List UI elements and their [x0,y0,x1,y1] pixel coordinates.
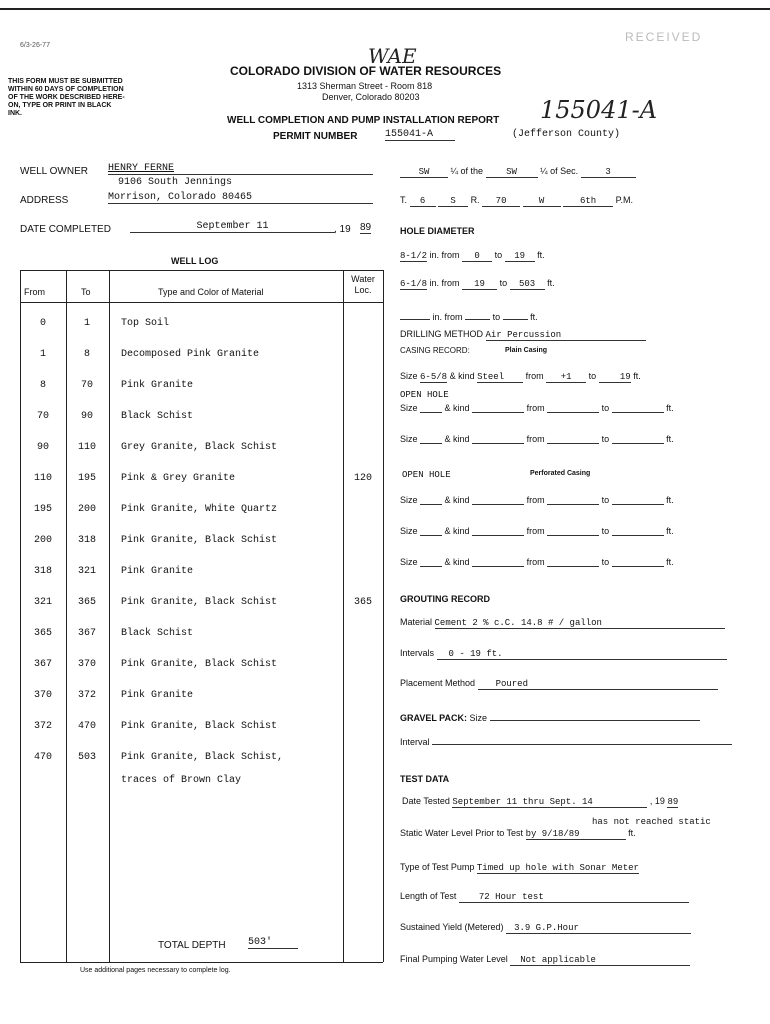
ft-text: ft. [530,312,538,322]
submit-note-line: INK. [8,110,22,117]
log-material: Pink Granite [121,380,194,391]
from-label: from [526,557,545,567]
material-label: Material [400,617,433,627]
to-label: to [601,526,610,536]
gravel-size [490,720,700,721]
log-from: 470 [33,752,52,763]
static-level: by 9/18/89 [526,829,626,840]
year-prefix: , 19 [649,796,665,806]
date-tested-row [402,796,678,808]
open-hole-note-2: OPEN HOLE [402,470,451,480]
ft-text: ft. [628,828,636,838]
pm-label: P.M. [615,195,633,205]
range: 70 [482,196,520,207]
test-pump: Timed up hole with Sonar Meter [476,863,639,873]
log-material: Pink Granite [121,566,194,577]
placement-row [400,678,718,690]
log-from: 110 [33,473,52,484]
hole-d1-from: 0 [462,251,492,262]
grouting-intervals-row [400,648,727,660]
meridian: 6th [563,196,613,207]
log-to: 318 [77,535,96,546]
blank-field [420,402,442,413]
ft-text: ft. [547,278,555,288]
log-to: 367 [77,628,96,639]
agency-address-2: Denver, Colorado 80203 [322,92,420,102]
static-level-row [400,828,636,840]
ft-text: ft. [666,403,674,413]
col-divider [109,270,110,962]
hole-diameter-title: HOLE DIAMETER [400,226,475,236]
ft-text: ft. [666,557,674,567]
blank-field [547,402,599,413]
received-stamp: RECEIVED [625,30,703,44]
agency-title: COLORADO DIVISION OF WATER RESOURCES [230,64,502,78]
size-label: Size [400,495,418,505]
grouting-title: GROUTING RECORD [400,594,490,604]
casing-blank-row [400,433,674,444]
blank-field [472,494,524,505]
col-header-from: From [24,287,45,297]
log-material: Pink Granite, Black Schist [121,597,278,608]
log-to: 1 [83,318,90,329]
township-label: T. [400,195,408,205]
owner-street: 9106 South Jennings [118,177,233,188]
date-tested: September 11 thru Sept. 14 [452,797,647,808]
placement-method: Poured [478,679,718,690]
last-row-material-line-2: traces of Brown Clay [121,775,242,786]
submit-note [8,78,125,118]
hole-row-1 [400,250,545,262]
test-length: 72 Hour test [459,892,689,903]
to-label: to [601,403,610,413]
from-label: from [526,403,545,413]
well-owner-name: HENRY FERNE [108,163,373,175]
casing-blank-row [400,494,674,505]
col-divider [343,270,344,962]
agency-address-1: 1313 Sherman Street - Room 818 [297,81,433,91]
ft-text: ft. [537,250,545,260]
ft-text: ft. [666,526,674,536]
log-from: 365 [33,628,52,639]
to-text: to [499,278,508,288]
log-to: 90 [80,411,93,422]
log-from: 370 [33,690,52,701]
yield-label: Sustained Yield (Metered) [400,922,504,932]
location-line-1 [400,166,636,178]
submit-note-line: ON, TYPE OR PRINT IN BLACK [8,102,112,109]
log-to: 70 [80,380,93,391]
col-divider [383,270,384,962]
township-dir: S [438,196,468,207]
to-label: to [601,434,610,444]
open-hole-note: OPEN HOLE [400,390,449,400]
plain-casing-label: Plain Casing [505,347,548,354]
date-completed-label: DATE COMPLETED [20,224,111,235]
blank-field [472,402,524,413]
blank-field [472,433,524,444]
log-to: 372 [77,690,96,701]
placement-label: Placement Method [400,678,476,688]
submit-note-line: WITHIN 60 DAYS OF COMPLETION [8,86,124,93]
gravel-size-label: Size [469,713,488,723]
log-to: 110 [77,442,96,453]
quarter-2-text: ¼ of Sec. [540,166,579,176]
permit-label: PERMIT NUMBER [273,131,358,142]
to-label: to [601,557,610,567]
casing-kind: Steel [477,372,523,383]
blank-field [400,319,430,320]
blank-field [503,319,528,320]
final-level-row [400,954,690,966]
hole-d2: 6-1/8 [400,279,428,289]
size-label: Size [400,557,418,567]
log-from: 321 [33,597,52,608]
log-to: 365 [77,597,96,608]
kind-label: & kind [444,526,470,536]
location-line-2 [400,195,633,207]
corner-code: 6/3-26-77 [20,42,50,49]
gravel-pack-row [400,713,700,723]
log-from: 8 [39,380,46,391]
log-material: Black Schist [121,628,194,639]
kind-label: & kind [444,403,470,413]
date-completed: September 11 [130,221,335,233]
length-row [400,891,689,903]
year-completed: 89 [360,222,372,233]
log-from: 70 [36,411,49,422]
log-material: Pink Granite, Black Schist [121,535,278,546]
hole-d2-from: 19 [462,279,497,290]
log-from: 1 [39,349,46,360]
size-label: Size [400,371,418,381]
blank-field [612,402,664,413]
township: 6 [410,196,436,207]
col-header-material: Type and Color of Material [158,287,264,297]
submit-note-line: OF THE WORK DESCRIBED HERE- [8,94,125,101]
blank-field [547,556,599,567]
grouting-material-row [400,617,725,629]
to-text: to [494,250,503,260]
blank-field [612,433,664,444]
static-note: has not reached static [592,817,711,827]
year-prefix: , 19 [334,224,351,235]
final-level: Not applicable [510,955,690,966]
log-to: 470 [77,721,96,732]
date-tested-label: Date Tested [402,796,450,806]
gravel-interval-row [400,737,732,747]
casing-blank-row [400,525,674,536]
address-label: ADDRESS [20,195,69,206]
blank-field [547,494,599,505]
log-material: Pink Granite, Black Schist, [121,752,284,763]
range-label: R. [470,195,480,205]
log-water-location: 365 [353,597,372,608]
blank-field [472,525,524,536]
log-to: 195 [77,473,96,484]
log-material: Top Soil [121,318,170,329]
well-log-footnote: Use additional pages necessary to complete log. [80,967,231,974]
log-from: 195 [33,504,52,515]
log-material: Decomposed Pink Granite [121,349,260,360]
hole-d1: 8-1/2 [400,251,428,261]
total-depth-label: TOTAL DEPTH [158,940,226,951]
in-from-text: in. from [429,278,460,288]
blank-field [612,494,664,505]
ft-text: ft. [666,434,674,444]
to-text: to [492,312,501,322]
log-material: Pink Granite, Black Schist [121,659,278,670]
hole-row-2 [400,278,555,290]
size-label: Size [400,403,418,413]
casing-to: 19 [599,372,631,383]
test-year: 89 [667,797,679,807]
casing-blank-row [400,556,674,567]
static-level-label: Static Water Level Prior to Test [400,828,524,838]
log-material: Pink Granite, White Quartz [121,504,278,515]
log-from: 200 [33,535,52,546]
kind-label: & kind [444,434,470,444]
to-label: to [601,495,610,505]
kind-label: & kind [444,557,470,567]
blank-field [612,556,664,567]
blank-field [420,556,442,567]
gravel-interval-label: Interval [400,737,430,747]
col-divider [20,270,21,962]
drilling-method-label: DRILLING METHOD [400,329,484,339]
final-level-label: Final Pumping Water Level [400,954,508,964]
log-material: Grey Granite, Black Schist [121,442,278,453]
hole-row-3 [400,312,538,322]
log-to: 370 [77,659,96,670]
perforated-casing-label: Perforated Casing [530,470,591,477]
log-from: 372 [33,721,52,732]
owner-city: Morrison, Colorado 80465 [108,192,373,204]
casing-blank-row [400,402,674,413]
log-to: 200 [77,504,96,515]
log-water-location: 120 [353,473,372,484]
grout-intervals: 0 - 19 ft. [437,649,727,660]
size-label: Size [400,434,418,444]
size-label: Size [400,526,418,536]
yield-row [400,922,691,934]
quarter-2: SW [486,167,538,178]
drilling-method: Air Percussion [486,330,646,341]
drilling-method-row [400,329,646,341]
ft-text: ft. [666,495,674,505]
well-owner-label: WELL OWNER [20,166,88,177]
in-from-text: in. from [432,312,463,322]
quarter-1-text: ¼ of the [450,166,484,176]
log-material: Pink Granite [121,690,194,701]
log-material: Pink Granite, Black Schist [121,721,278,732]
log-from: 0 [39,318,46,329]
from-label: from [526,434,545,444]
blank-field [612,525,664,536]
length-label: Length of Test [400,891,457,901]
handwritten-permit: 155041-A [540,96,658,124]
casing-from: +1 [546,372,586,383]
test-pump-label: Type of Test Pump [400,862,475,872]
from-label: from [526,495,545,505]
to-label: to [588,371,597,381]
blank-field [420,433,442,444]
top-border [0,8,770,10]
report-title: WELL COMPLETION AND PUMP INSTALLATION REPORT [227,115,500,126]
range-dir: W [523,196,561,207]
log-to: 503 [77,752,96,763]
in-from-text: in. from [429,250,460,260]
log-to: 321 [77,566,96,577]
grout-material: Cement 2 % c.C. 14.8 # / gallon [435,618,725,629]
from-label: from [526,526,545,536]
submit-note-line: THIS FORM MUST BE SUBMITTED [8,78,123,85]
log-from: 367 [33,659,52,670]
blank-field [420,494,442,505]
col-header-water: Water Loc. [351,274,375,295]
hole-d1-to: 19 [505,251,535,262]
gravel-interval [432,744,732,745]
col-header-to: To [81,287,91,297]
sustained-yield: 3.9 G.P.Hour [506,923,691,934]
quarter-1: SW [400,167,448,178]
county: (Jefferson County) [512,129,621,140]
hole-d2-to: 503 [510,279,545,290]
blank-field [472,556,524,567]
log-material: Black Schist [121,411,194,422]
test-data-title: TEST DATA [400,774,450,784]
ft-text: ft. [633,371,641,381]
well-log-top-rule [20,270,383,271]
test-pump-row [400,862,639,874]
section-number: 3 [581,167,636,178]
well-log-header-rule [20,302,383,303]
blank-field [547,525,599,536]
col-divider [66,270,67,962]
log-material: Pink & Grey Granite [121,473,236,484]
permit-number: 155041-A [385,129,455,141]
casing-size: 6-5/8 [420,372,448,382]
gravel-pack-label: GRAVEL PACK: [400,713,468,723]
casing-label: CASING RECORD: [400,346,470,355]
total-depth: 503' [248,937,298,949]
blank-field [420,525,442,536]
log-from: 318 [33,566,52,577]
intervals-label: Intervals [400,648,435,658]
handwritten-wae: WAE [368,44,417,68]
well-log-bottom-rule [20,962,383,963]
blank-field [547,433,599,444]
log-to: 8 [83,349,90,360]
from-label: from [525,371,544,381]
well-log-title: WELL LOG [171,256,219,266]
casing-row-1 [400,371,641,383]
kind-label: & kind [444,495,470,505]
kind-label: & kind [449,371,475,381]
blank-field [465,319,490,320]
log-from: 90 [36,442,49,453]
